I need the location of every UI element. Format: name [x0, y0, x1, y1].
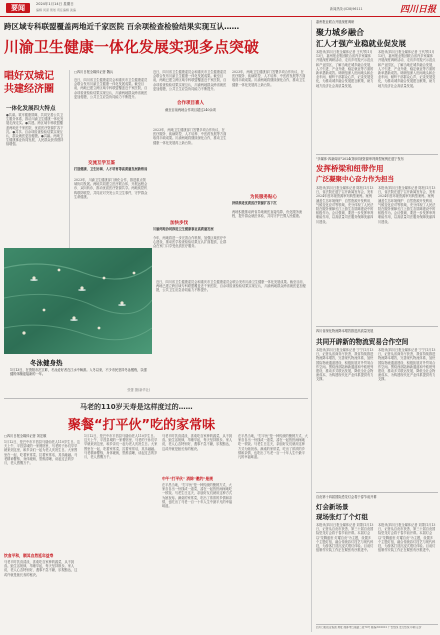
right-body-1: 本报讯(四川日报全媒体记者 王代琴)1月13日，嘉州报业集团联合省内多家媒体开展深度调研活动，走访乡村振兴示范点和产业园区，了解当地在城乡融合发展、人才引进、产业升级、稳定就业等方面的新举措新成效。调研组深入田间地头和企业车间，倾听干部群众心声，记录发展变化，为推动城乡融合发展建言献策，助力地方经济社会高质量发展。 — [316, 50, 374, 88]
right-tag-3: 四川省深化物流降本增效推进高质量发展 — [316, 329, 374, 333]
lead-body-5: 两地积极推动跨省异地就医直接结算，优化服务流程，提升群众就医体验，共同守护巴蜀人民健康。 — [232, 210, 303, 219]
photo-title: 冬泳健身热 — [30, 359, 63, 367]
lead-body-3a: 近日，四川省卫生健康委员会和重庆市卫生健康委员会联合发布川渝卫生健康一体化发展成果。截至目前，两地已建立跨区域专科联盟覆盖近千家医院，百余项检查检验结果实现互认，川渝两地群众跨省就医更加便捷，公共卫生应急协同能力不断提升。 — [153, 70, 227, 91]
subhead-exchange-deck: 打造健康、卫生协调、人才培育等高质量发展新格局 — [74, 167, 148, 171]
lead-continued: 近日，四川省卫生健康委员会和重庆市卫生健康委员会联合发布川渝卫生健康一体化发展成果。截至目前，两地已建立跨区域专科联盟覆盖近千家医院，百余项检查检验结果实现互认，川渝两地群众跨省就医更加便捷，公共卫生应急协同能力不断提升。 — [156, 280, 306, 293]
bottom-kicker: 马老的110岁天寿是这样度过的…… — [80, 403, 193, 411]
right-body-1b: 本报讯(四川日报全媒体记者 王代琴)1月13日，嘉州报业集团联合省内多家媒体开展深度调研活动，走访乡村振兴示范点和产业园区，了解当地在城乡融合发展、人才引进、产业升级、稳定就业等方面的新举措新成效。调研组深入田间地头和企业车间，倾听干部群众心声，记录发展变化，为推动城乡融合发展建言献策，助力地方经济社会高质量发展。 — [378, 50, 436, 88]
right-headline-2a: 发挥桥梁和纽带作用 — [316, 164, 384, 173]
bottom-story-rule — [4, 398, 308, 399]
photo-caption: 1月13日，在资阳市沱江畔，冬泳爱好者在江水中畅游。入冬以来，不少市民坚持冬泳锻炼，以强健的体魄迎接新的一年。 — [10, 368, 147, 377]
right-rule-1 — [316, 154, 438, 155]
news-photo — [4, 248, 152, 354]
sidebar-divider — [69, 70, 70, 250]
masthead-bar — [0, 0, 440, 16]
sidebar-title: 一体化发展四大特点 — [6, 106, 56, 112]
photo-credit: 张蕾 摄(新华社) — [127, 388, 150, 392]
section-badge — [6, 3, 30, 13]
footer-info: 四川日报报业集团 地址:成都市红星路二段70号 邮编:610012 广告热线 发行热线 印刷 定价 — [316, 626, 422, 629]
bottom-headline: 聚餐“打平伙”吃的家常味 — [68, 418, 216, 433]
bottom-body-1: 1月12日，是巴中市平昌县马瑞仙老人110岁生日。这天上午，平昌县城的一家餐馆里，马老的子孙们早早就来到这里，和乡亲们一起为老人庆祝生日。大家围坐在一起，吃着家常菜，拉着家常话，其乐融融。马老精神矍铄，身体硬朗，思维清晰，谈起过去的岁月，老人感慨万千。 — [4, 440, 80, 466]
right-rule-3 — [316, 492, 438, 493]
lead-intro: 近日，四川省卫生健康委员会和重庆市卫生健康委员会联合发布川渝卫生健康一体化发展成果。截至目前，两地已建立跨区域专科联盟覆盖近千家医院，百余项检查检验结果实现互认，川渝两地群众跨省就医更加便捷，公共卫生应急协同能力不断提升。 — [74, 78, 148, 99]
right-headline-1b: 汇人才强产业稳就业促发展 — [316, 39, 406, 48]
pull-quote-body: 截至目前两地合作项目超过240余项 — [165, 108, 216, 112]
lead-body-4b: 2023年，两地卫生健康部门签署多项合作协议，在医疗服务、疾病防控、人才培养、中医药发展等方面取得丰硕成果。川渝两地将继续深化合作，推动卫生健康一体化发展再上新台阶。 — [232, 70, 306, 87]
campaign-badge — [4, 70, 64, 102]
subhead-exchange: 交流互学互鉴 — [88, 161, 115, 166]
bottom-body-3a: 马老平时饮食清淡，喜欢吃自家种的蔬菜，从不挑食。她生活规律，早睡早起，每天坚持散步。家人说，老人心态特别好，遇事不急不躁，乐观豁达，这或许就是她长寿的秘诀。 — [162, 434, 233, 451]
section-label: 要闻 — [11, 4, 25, 12]
right-headline-4b: 现场张灯了个灯组 — [316, 513, 368, 521]
bottom-body-2b: 1月12日，是巴中市平昌县马瑞仙老人110岁生日。这天上午，平昌县城的一家餐馆里，马老的子孙们早早就来到这里，和乡亲们一起为老人庆祝生日。大家围坐在一起，吃着家常菜，拉着家常话，其乐融融。马老精神矍铄，身体硬朗，思维清晰，谈起过去的岁月，老人感慨万千。 — [84, 434, 158, 460]
sidebar-body: ●共谋。筑牢健康屏障，共同完善公共卫生服务体系，推动川渝卫生健康一体化发展走深走实。●共建。跨区域专科联盟覆盖两地近千家医院，优质医疗资源扩容下沉。●共享。百余项检查检验结果实现互认，群众就医更加便捷。●共赢。两地卫生健康事业协同发展，人民群众获得感持续增强。 — [6, 113, 64, 147]
badge-line-2: 共建经济圈 — [4, 84, 54, 95]
right-tag-2: "多媒体·四新闻评"2024(第)环境资源审判典型案例在遂宁发布 — [316, 157, 404, 161]
header-rule — [0, 16, 440, 17]
right-tag-1: 嘉州报业联合开展深度调研 — [316, 20, 355, 24]
lead-body-3: 2023年，两地卫生健康部门签署多项合作协议，在医疗服务、疾病防控、人才培养、中医药发展等方面取得丰硕成果。川渝两地将继续深化合作，推动卫生健康一体化发展再上新台阶。 — [153, 128, 227, 145]
lead-headline: 川渝卫生健康一体化发展实现多点突破 — [4, 39, 259, 56]
badge-line-1: 唱好双城记 — [4, 71, 54, 82]
bottom-subhead-1: 饮食平和，顺其自然延年益寿 — [4, 553, 54, 558]
bottom-subhead-2: 中午"打平伙" 消除"邀约"是规 — [162, 476, 213, 481]
right-headline-4a: 灯会新场景 — [316, 503, 349, 511]
lead-body-4: 今年，两地将进一步完善合作机制，加强区域医疗中心建设，推动医学检查检验结果互认扩面提质，让群众在家门口享受优质医疗服务。 — [153, 236, 227, 249]
newspaper-logo: 四川日报 — [400, 5, 437, 15]
pull-quote-box — [153, 100, 228, 128]
right-body-2: 本报讯(四川日报全媒体记者 陈松)1月13日，省法院在遂宁召开新闻发布会，发布2024年度环境资源审判典型案例。案例涵盖生态环境保护、自然资源开发利用、气候变化应对等领域，充分体现了人民法院在服务保障长江上游生态屏障建设中的积极作为。会议强调，要进一步发挥审判职能作用，以高质量司法服务保障美丽四川建设。 — [316, 186, 374, 224]
right-tag-4: 自贡第十四届国际恐龙灯会将于春节前开幕 — [316, 495, 377, 499]
lead-kicker: 跨区域专科联盟覆盖两地近千家医院 百余项检查检验结果实现互认…… — [4, 22, 240, 31]
page-editor: 编辑 何谋 策划 责任编辑 美编 — [36, 8, 76, 12]
subhead-service: 为民服务贴心 — [250, 195, 277, 200]
right-body-4: 本报讯(四川日报全媒体记者 刘菁)1月13日，记者从自贡市获悉，第三十届自贡国际恐龙灯会将于春节前开幕。本届灯会以"龙腾盛世 灯耀自贡"为主题，设置多个主题灯组，融合传统彩灯技艺与现代科技，为游客打造沉浸式观灯体验。目前灯组制作安装工作正在紧张有序推进中。 — [316, 523, 374, 553]
right-headline-2b: 广泛凝聚中心奋力作为担当 — [316, 175, 394, 183]
pull-quote-title: 合作项目喜人 — [177, 101, 204, 106]
lead-byline: □四川日报全媒体记者 魏兵 — [74, 70, 114, 74]
bottom-byline: □四川日报全媒体记者 刘宏顺 — [4, 434, 47, 438]
bottom-body-2: 马老平时饮食清淡，喜欢吃自家种的蔬菜，从不挑食。她生活规律，早睡早起，每天坚持散步。家人说，老人心态特别好，遇事不急不躁，乐观豁达，这或许就是她长寿的秘诀。 — [4, 560, 78, 577]
river-photo-image — [4, 248, 152, 354]
right-headline-1a: 聚力城乡融合 — [316, 28, 364, 37]
subhead-pace-deck: 川渝两地协同推进卫生健康事业高质量发展 — [153, 227, 214, 231]
news-hotline: 新闻热线:(028)96111 — [330, 7, 363, 11]
subhead-pace: 加快步伐 — [170, 221, 188, 226]
right-column-divider — [311, 20, 312, 632]
right-headline-3: 共同开辟新的物流贸易合作空间 — [316, 338, 409, 346]
bottom-body-4: 在平昌当地，"打平伙"是一种传统的聚餐方式，大家各自出一份钱或一道菜，凑在一起热热闹闹地吃一顿饭。马老生日这天，亲朋好友们就用这种方式为她祝寿。满桌的家常菜，吃出了浓浓的乡情和亲情，也吃出了马老一百一十年人生中最平凡的幸福味道。 — [238, 434, 308, 460]
bottom-body-3: 在平昌当地，"打平伙"是一种传统的聚餐方式，大家各自出一份钱或一道菜，凑在一起热热闹闹地吃一顿饭。马老生日这天，亲朋好友们就用这种方式为她祝寿。满桌的家常菜，吃出了浓浓的乡情和亲情，也吃出了马老一百一十年人生中最平凡的幸福味道。 — [162, 483, 233, 509]
issue-date: 2024年1月14日 星期日 — [36, 2, 74, 6]
right-body-3: 本报讯(四川日报全媒体记者 宁宁)1月13日，记者从省商务厅获悉，我省持续推进物流降本增效，完善现代物流体系，加快国际物流通道建设，积极拓展对外贸易合作空间。围绕西部陆海新通道和中欧班列建设，推动多式联运发展，降低全社会物流成本，为构建现代化产业体系提供有力支撑。 — [316, 348, 374, 382]
footer-rule — [316, 624, 438, 625]
subhead-service-deck: 持续推进优质医疗资源扩容下沉 — [232, 201, 277, 205]
lead-body-2: 2023年，川渝卫生健康部门深化合作，推进重点领域协同发展。两地共同建立医疗联合体，开展远程会诊、双向转诊，推动优质医疗资源共享。两地疾控机构联防联控，共同应对突发公共卫生事件，守护群众生命健康。 — [74, 178, 148, 199]
right-body-2b: 本报讯(四川日报全媒体记者 陈松)1月13日，省法院在遂宁召开新闻发布会，发布2024年度环境资源审判典型案例。案例涵盖生态环境保护、自然资源开发利用、气候变化应对等领域，充分体现了人民法院在服务保障长江上游生态屏障建设中的积极作为。会议强调，要进一步发挥审判职能作用，以高质量司法服务保障美丽四川建设。 — [378, 186, 436, 224]
right-body-4b: 本报讯(四川日报全媒体记者 刘菁)1月13日，记者从自贡市获悉，第三十届自贡国际恐龙灯会将于春节前开幕。本届灯会以"龙腾盛世 灯耀自贡"为主题，设置多个主题灯组，融合传统彩灯技艺与现代科技，为游客打造沉浸式观灯体验。目前灯组制作安装工作正在紧张有序推进中。 — [378, 523, 436, 553]
right-rule-2 — [316, 326, 438, 327]
right-body-3b: 本报讯(四川日报全媒体记者 宁宁)1月13日，记者从省商务厅获悉，我省持续推进物流降本增效，完善现代物流体系，加快国际物流通道建设，积极拓展对外贸易合作空间。围绕西部陆海新通道和中欧班列建设，推动多式联运发展，降低全社会物流成本，为构建现代化产业体系提供有力支撑。 — [378, 348, 436, 382]
